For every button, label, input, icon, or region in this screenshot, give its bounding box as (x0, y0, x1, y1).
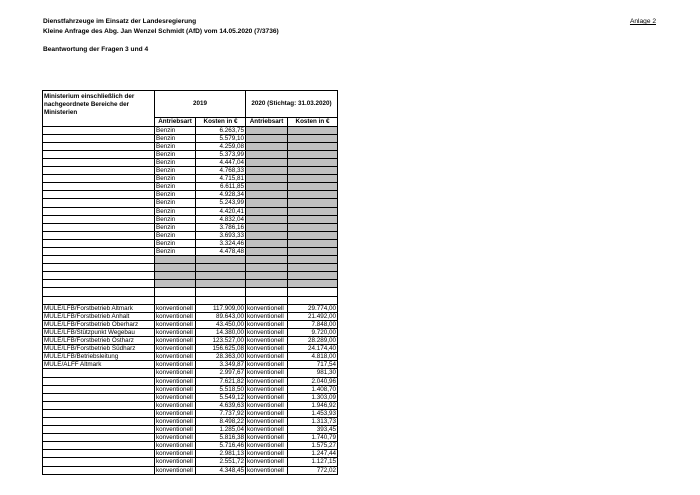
cost-2019: 2.997,67 (196, 369, 246, 377)
ministry-cell (43, 393, 155, 401)
ministry-cell: MULE/LFB/Forstbetrieb Ostharz (43, 337, 155, 345)
cost-2019: 4.715,81 (196, 175, 246, 183)
ministry-cell: MULE/LFB/Forstbetrieb Südharz (43, 345, 155, 353)
cost-2020: 393,45 (288, 426, 338, 434)
cost-2020 (288, 175, 338, 183)
cost-2020 (288, 256, 338, 264)
cost-2020: 1.453,93 (288, 409, 338, 417)
cost-2019 (196, 272, 246, 280)
table-row (43, 150, 338, 158)
subheader-cost-2020: Kosten in € (288, 118, 338, 127)
cost-2019: 3.693,33 (196, 231, 246, 239)
cost-2020 (288, 296, 338, 304)
drive-type-2020 (246, 239, 288, 247)
cost-2019: 123.527,00 (196, 337, 246, 345)
cost-2020: 9.720,00 (288, 328, 338, 336)
drive-type-2020: konventionell (246, 458, 288, 466)
cost-2020: 1.313,73 (288, 417, 338, 425)
ministry-cell (43, 280, 155, 288)
header-title: Dienstfahrzeuge im Einsatz der Landesregierung (43, 18, 197, 25)
drive-type-2020: konventionell (246, 417, 288, 425)
cost-2019: 4.832,04 (196, 215, 246, 223)
ministry-cell (43, 385, 155, 393)
empty-row (43, 296, 338, 304)
ministry-cell (43, 248, 155, 256)
drive-type-2019: Benzin (155, 215, 196, 223)
drive-type-2019 (155, 256, 196, 264)
drive-type-2020: konventionell (246, 409, 288, 417)
cost-2020: 29.774,00 (288, 304, 338, 312)
cost-2019: 14.380,00 (196, 328, 246, 336)
cost-2020: 4.818,00 (288, 353, 338, 361)
drive-type-2020: konventionell (246, 345, 288, 353)
cost-2020 (288, 158, 338, 166)
empty-row (43, 288, 338, 296)
cost-2020: 1.127,15 (288, 458, 338, 466)
ministry-cell (43, 434, 155, 442)
ministry-cell (43, 369, 155, 377)
ministry-cell: MULE/LFB/Forstbetrieb Oberharz (43, 320, 155, 328)
drive-type-2020: konventionell (246, 320, 288, 328)
drive-type-2020: konventionell (246, 385, 288, 393)
cost-2020: 1.408,70 (288, 385, 338, 393)
document-subtitle: Beantwortung der Fragen 3 und 4 (43, 46, 149, 53)
ministry-cell (43, 175, 155, 183)
column-group-2019: 2019 (155, 91, 246, 118)
table-row (43, 426, 338, 434)
table-row (43, 207, 338, 215)
drive-type-2019: konventionell (155, 320, 196, 328)
drive-type-2019: konventionell (155, 426, 196, 434)
table-row (43, 361, 338, 369)
drive-type-2019: konventionell (155, 377, 196, 385)
cost-2019: 5.549,12 (196, 393, 246, 401)
cost-2019: 3.786,16 (196, 223, 246, 231)
cost-2019: 4.420,41 (196, 207, 246, 215)
table-row (43, 385, 338, 393)
drive-type-2020 (246, 150, 288, 158)
cost-2019: 4.768,33 (196, 167, 246, 175)
drive-type-2020: konventionell (246, 312, 288, 320)
drive-type-2019: konventionell (155, 401, 196, 409)
drive-type-2020: konventionell (246, 450, 288, 458)
ministry-cell (43, 199, 155, 207)
cost-2020: 1.575,27 (288, 442, 338, 450)
drive-type-2020 (246, 264, 288, 272)
drive-type-2020 (246, 256, 288, 264)
drive-type-2020: konventionell (246, 393, 288, 401)
drive-type-2019: konventionell (155, 312, 196, 320)
cost-2019: 117.909,00 (196, 304, 246, 312)
cost-2020 (288, 150, 338, 158)
subheader-drive-2019: Antriebsart (155, 118, 196, 127)
drive-type-2020 (246, 199, 288, 207)
ministry-cell (43, 158, 155, 166)
ministry-cell (43, 167, 155, 175)
cost-2020: 981,30 (288, 369, 338, 377)
table-row (43, 458, 338, 466)
drive-type-2019: Benzin (155, 175, 196, 183)
table-row (43, 417, 338, 425)
ministry-cell (43, 239, 155, 247)
drive-type-2020: konventionell (246, 328, 288, 336)
drive-type-2019: konventionell (155, 393, 196, 401)
drive-type-2019: Benzin (155, 134, 196, 142)
ministry-cell (43, 450, 155, 458)
ministry-cell (43, 417, 155, 425)
ministry-cell: MULE/LFB/Betriebsleitung (43, 353, 155, 361)
drive-type-2019: konventionell (155, 304, 196, 312)
drive-type-2020 (246, 175, 288, 183)
cost-2020: 1.946,92 (288, 401, 338, 409)
cost-2019: 4.447,04 (196, 158, 246, 166)
drive-type-2020 (246, 231, 288, 239)
table-row (43, 328, 338, 336)
table-row (43, 167, 338, 175)
cost-2020: 717,54 (288, 361, 338, 369)
drive-type-2020 (246, 296, 288, 304)
drive-type-2019: Benzin (155, 150, 196, 158)
table-row (43, 312, 338, 320)
empty-row (43, 272, 338, 280)
ministry-cell (43, 256, 155, 264)
drive-type-2019: Benzin (155, 183, 196, 191)
cost-2019: 5.816,38 (196, 434, 246, 442)
table-row (43, 450, 338, 458)
cost-2019: 7.621,82 (196, 377, 246, 385)
ministry-cell (43, 134, 155, 142)
cost-2019: 4.348,45 (196, 466, 246, 474)
cost-2020 (288, 215, 338, 223)
cost-2020 (288, 191, 338, 199)
column-header-ministry: Ministerium einschließlich der nachgeordnete Bereiche der Ministerien (43, 91, 155, 127)
drive-type-2019: konventionell (155, 337, 196, 345)
drive-type-2020: konventionell (246, 304, 288, 312)
drive-type-2019 (155, 264, 196, 272)
cost-2020 (288, 134, 338, 142)
cost-2020 (288, 264, 338, 272)
drive-type-2019: konventionell (155, 450, 196, 458)
drive-type-2019: Benzin (155, 191, 196, 199)
drive-type-2020 (246, 215, 288, 223)
table-row (43, 175, 338, 183)
cost-2019: 5.518,50 (196, 385, 246, 393)
cost-2019 (196, 296, 246, 304)
ministry-cell (43, 142, 155, 150)
drive-type-2019: konventionell (155, 417, 196, 425)
cost-2019: 4.478,48 (196, 248, 246, 256)
cost-2019: 6.263,75 (196, 126, 246, 134)
drive-type-2019: konventionell (155, 369, 196, 377)
table-row (43, 304, 338, 312)
ministry-cell (43, 442, 155, 450)
ministry-cell (43, 126, 155, 134)
table-row (43, 231, 338, 239)
table-row (43, 337, 338, 345)
ministry-cell (43, 191, 155, 199)
cost-2019: 5.243,99 (196, 199, 246, 207)
cost-2020: 772,02 (288, 466, 338, 474)
drive-type-2020 (246, 134, 288, 142)
cost-2019: 7.737,92 (196, 409, 246, 417)
ministry-cell: MULE/LFB/Stützpunkt Wegebau (43, 328, 155, 336)
ministry-cell (43, 264, 155, 272)
cost-2019: 5.716,46 (196, 442, 246, 450)
drive-type-2019: konventionell (155, 361, 196, 369)
empty-row (43, 256, 338, 264)
table-row (43, 401, 338, 409)
table-row (43, 353, 338, 361)
drive-type-2019 (155, 288, 196, 296)
drive-type-2020 (246, 167, 288, 175)
drive-type-2019: Benzin (155, 239, 196, 247)
cost-2019: 43.450,00 (196, 320, 246, 328)
cost-2019 (196, 256, 246, 264)
ministry-cell (43, 426, 155, 434)
drive-type-2020 (246, 272, 288, 280)
drive-type-2019: Benzin (155, 248, 196, 256)
cost-2020 (288, 207, 338, 215)
cost-2019: 3.349,87 (196, 361, 246, 369)
drive-type-2019: konventionell (155, 458, 196, 466)
drive-type-2019: konventionell (155, 345, 196, 353)
cost-2020 (288, 126, 338, 134)
subheader-cost-2019: Kosten in € (196, 118, 246, 127)
ministry-cell (43, 272, 155, 280)
drive-type-2020: konventionell (246, 353, 288, 361)
drive-type-2020: konventionell (246, 361, 288, 369)
cost-2019 (196, 264, 246, 272)
drive-type-2020: konventionell (246, 426, 288, 434)
drive-type-2020 (246, 248, 288, 256)
drive-type-2019: konventionell (155, 385, 196, 393)
cost-2019: 8.498,22 (196, 417, 246, 425)
drive-type-2019: Benzin (155, 142, 196, 150)
drive-type-2020 (246, 158, 288, 166)
drive-type-2020: konventionell (246, 337, 288, 345)
ministry-cell (43, 296, 155, 304)
drive-type-2020 (246, 126, 288, 134)
drive-type-2019: konventionell (155, 328, 196, 336)
table-row (43, 377, 338, 385)
cost-2019: 28.363,00 (196, 353, 246, 361)
ministry-cell (43, 223, 155, 231)
table-row (43, 369, 338, 377)
drive-type-2020: konventionell (246, 434, 288, 442)
ministry-cell (43, 207, 155, 215)
cost-2020 (288, 167, 338, 175)
anlage-label: Anlage 2 (629, 18, 656, 25)
ministry-cell (43, 409, 155, 417)
subheader-drive-2020: Antriebsart (246, 118, 288, 127)
ministry-cell (43, 150, 155, 158)
ministry-cell (43, 466, 155, 474)
ministry-cell: MULE/ALFF Altmark (43, 361, 155, 369)
cost-2020 (288, 223, 338, 231)
table-row (43, 142, 338, 150)
cost-2019: 89.643,00 (196, 312, 246, 320)
header-inquiry: Kleine Anfrage des Abg. Jan Wenzel Schmidt (AfD) vom 14.05.2020 (7/3736) (43, 27, 279, 35)
column-group-2020: 2020 (Stichtag: 31.03.2020) (246, 91, 338, 118)
drive-type-2019: Benzin (155, 207, 196, 215)
cost-2019: 156.625,08 (196, 345, 246, 353)
drive-type-2020 (246, 207, 288, 215)
table-row (43, 183, 338, 191)
drive-type-2019: konventionell (155, 466, 196, 474)
cost-2019 (196, 288, 246, 296)
cost-2019: 2.551,72 (196, 458, 246, 466)
drive-type-2020 (246, 288, 288, 296)
cost-2020 (288, 142, 338, 150)
ministry-cell: MULE/LFB/Forstbetrieb Altmark (43, 304, 155, 312)
cost-2019: 6.611,85 (196, 183, 246, 191)
drive-type-2019 (155, 280, 196, 288)
drive-type-2020: konventionell (246, 377, 288, 385)
cost-2020 (288, 231, 338, 239)
drive-type-2019: konventionell (155, 409, 196, 417)
drive-type-2020 (246, 223, 288, 231)
cost-2020: 1.247,44 (288, 450, 338, 458)
drive-type-2019 (155, 296, 196, 304)
cost-2019: 2.981,13 (196, 450, 246, 458)
cost-2020 (288, 280, 338, 288)
ministry-cell (43, 231, 155, 239)
empty-row (43, 280, 338, 288)
cost-2020: 28.289,00 (288, 337, 338, 345)
cost-2020: 1.303,09 (288, 393, 338, 401)
table-header-row (43, 91, 338, 118)
table-row (43, 434, 338, 442)
drive-type-2019 (155, 272, 196, 280)
table-row (43, 134, 338, 142)
drive-type-2019: Benzin (155, 223, 196, 231)
table-row (43, 466, 338, 474)
drive-type-2020 (246, 183, 288, 191)
drive-type-2019: Benzin (155, 167, 196, 175)
ministry-cell: MULE/LFB/Forstbetrieb Anhalt (43, 312, 155, 320)
table-row (43, 393, 338, 401)
table-row (43, 223, 338, 231)
table-row (43, 199, 338, 207)
drive-type-2019: Benzin (155, 199, 196, 207)
table-row (43, 442, 338, 450)
cost-2020: 1.740,79 (288, 434, 338, 442)
drive-type-2020: konventionell (246, 442, 288, 450)
drive-type-2019: konventionell (155, 353, 196, 361)
cost-2019: 3.324,46 (196, 239, 246, 247)
cost-2019: 4.928,34 (196, 191, 246, 199)
cost-2020 (288, 248, 338, 256)
cost-2019: 5.579,10 (196, 134, 246, 142)
cost-2020: 21.492,00 (288, 312, 338, 320)
cost-2019: 4.639,63 (196, 401, 246, 409)
table-row (43, 126, 338, 134)
ministry-cell (43, 288, 155, 296)
cost-2020 (288, 239, 338, 247)
drive-type-2019: Benzin (155, 231, 196, 239)
cost-2020 (288, 199, 338, 207)
ministry-cell (43, 377, 155, 385)
cost-2020 (288, 272, 338, 280)
table-row (43, 320, 338, 328)
drive-type-2019: Benzin (155, 126, 196, 134)
drive-type-2019: Benzin (155, 158, 196, 166)
table-row (43, 191, 338, 199)
ministry-cell (43, 183, 155, 191)
cost-2019: 1.285,04 (196, 426, 246, 434)
cost-2019 (196, 280, 246, 288)
ministry-cell (43, 215, 155, 223)
cost-2020: 24.174,40 (288, 345, 338, 353)
drive-type-2020 (246, 191, 288, 199)
cost-2020: 7.848,00 (288, 320, 338, 328)
drive-type-2020: konventionell (246, 466, 288, 474)
document-header (43, 17, 279, 36)
ministry-cell (43, 458, 155, 466)
drive-type-2019: konventionell (155, 434, 196, 442)
drive-type-2019: konventionell (155, 442, 196, 450)
table-row (43, 248, 338, 256)
cost-2020 (288, 288, 338, 296)
ministry-cell (43, 401, 155, 409)
drive-type-2020 (246, 142, 288, 150)
drive-type-2020 (246, 280, 288, 288)
vehicle-cost-table (42, 90, 338, 475)
cost-2019: 5.373,99 (196, 150, 246, 158)
cost-2019: 4.259,08 (196, 142, 246, 150)
table-row (43, 215, 338, 223)
cost-2020 (288, 183, 338, 191)
table-row (43, 409, 338, 417)
drive-type-2020: konventionell (246, 369, 288, 377)
table-row (43, 345, 338, 353)
empty-row (43, 264, 338, 272)
drive-type-2020: konventionell (246, 401, 288, 409)
table-row (43, 239, 338, 247)
cost-2020: 2.040,96 (288, 377, 338, 385)
table-row (43, 158, 338, 166)
